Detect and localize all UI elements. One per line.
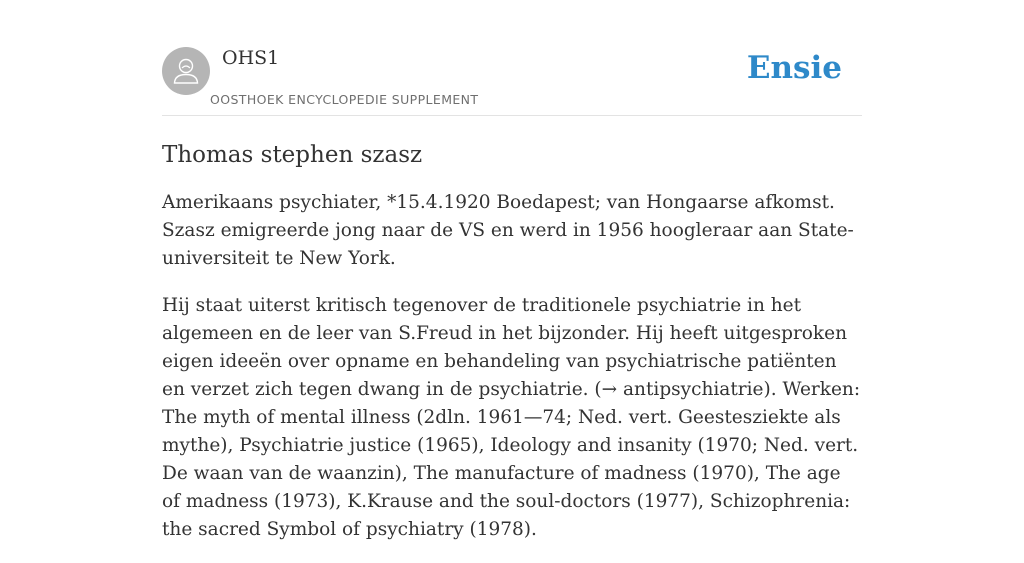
article-paragraph: Amerikaans psychiater, *15.4.1920 Boedapest; van Hongaarse afkomst. Szasz emigreerde jong naar de VS en werd in 1956 hoogleraar aan State-universiteit te New York. bbox=[162, 192, 854, 269]
source-avatar[interactable] bbox=[162, 47, 210, 95]
user-icon bbox=[162, 47, 210, 95]
ensie-logo-link[interactable]: Ensie bbox=[746, 50, 842, 86]
source-code[interactable]: OHS1 bbox=[222, 47, 280, 69]
page bbox=[162, 0, 862, 563]
source-header bbox=[162, 0, 862, 116]
article-title: Thomas stephen szasz bbox=[162, 142, 423, 168]
article-body bbox=[162, 189, 862, 544]
source-name[interactable]: OOSTHOEK ENCYCLOPEDIE SUPPLEMENT bbox=[210, 92, 479, 107]
article-paragraph: Hij staat uiterst kritisch tegenover de traditionele psychiatrie in het algemeen en de leer van S.Freud in het bijzonder. Hij heeft uitgesproken eigen ideeën over opname en behandeling van psychiatrische patiënten en verzet zich tegen dwang in de psychiatrie. (→ antipsychiatrie). Werken: The myth of mental illness (2dln. 1961—74; Ned. vert. Geestesziekte als mythe), Psychiatrie justice (1965), Ideology and insanity (1970; Ned. vert. De waan van de waanzin), The manufacture of madness (1970), The age of madness (1973), K.Krause and the soul-doctors (1977), Schizophrenia: the sacred Symbol of psychiatry (1978). bbox=[162, 295, 861, 540]
